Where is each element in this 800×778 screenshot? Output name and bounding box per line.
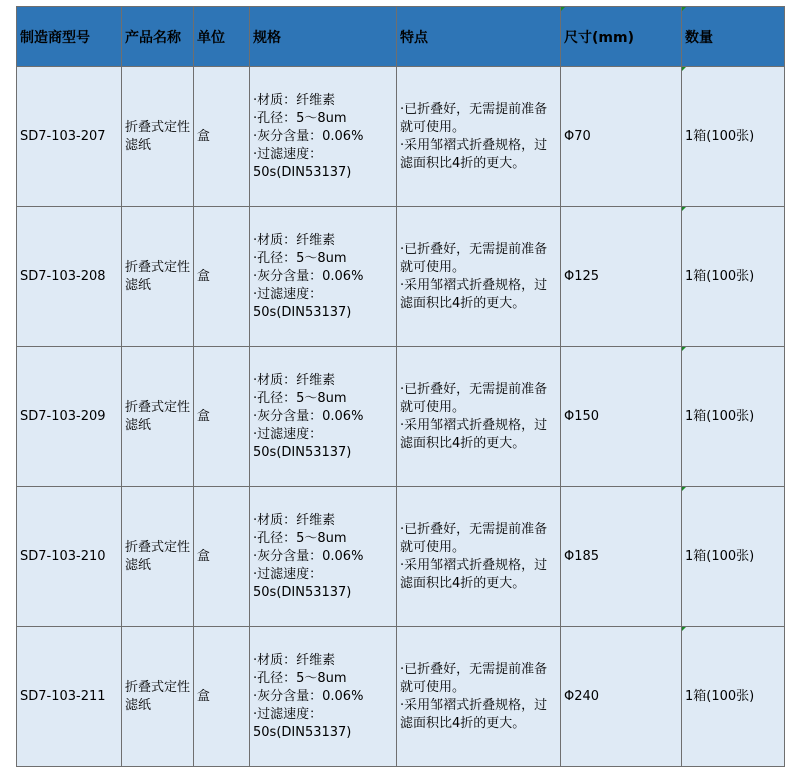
cell-features[interactable] <box>397 487 561 627</box>
table-body <box>17 67 785 767</box>
feature-line: ·已折叠好，无需提前准备就可使用。 <box>400 661 548 695</box>
cell-spec[interactable] <box>250 627 397 767</box>
cell-quantity[interactable]: 1箱(100张) <box>682 487 785 627</box>
spec-line: ·灰分含量：0.06% <box>253 128 364 144</box>
spec-line: 50s(DIN53137) <box>253 584 352 600</box>
spec-line: ·过滤速度： <box>253 426 323 442</box>
cell-quantity[interactable]: 1箱(100张) <box>682 347 785 487</box>
feature-line: ·已折叠好，无需提前准备就可使用。 <box>400 521 548 555</box>
cell-marker-icon <box>682 7 686 11</box>
spec-line: ·材质：纤维素 <box>253 232 336 248</box>
spec-line: 50s(DIN53137) <box>253 724 352 740</box>
cell-unit[interactable]: 盒 <box>194 347 250 487</box>
cell-product-name[interactable]: 折叠式定性滤纸 <box>122 207 194 347</box>
feature-line: ·已折叠好，无需提前准备就可使用。 <box>400 101 548 135</box>
cell-unit[interactable]: 盒 <box>194 627 250 767</box>
header-features[interactable]: 特点 <box>397 7 561 67</box>
spec-line: ·材质：纤维素 <box>253 652 336 668</box>
feature-line: ·已折叠好，无需提前准备就可使用。 <box>400 381 548 415</box>
cell-model[interactable]: SD7-103-207 <box>17 67 122 207</box>
cell-size[interactable]: Φ70 <box>561 67 682 207</box>
cell-product-name[interactable]: 折叠式定性滤纸 <box>122 347 194 487</box>
header-quantity[interactable]: 数量 <box>682 7 785 67</box>
cell-model[interactable]: SD7-103-208 <box>17 207 122 347</box>
cell-size[interactable]: Φ240 <box>561 627 682 767</box>
spec-line: ·灰分含量：0.06% <box>253 268 364 284</box>
spec-line: ·孔径：5～8um <box>253 110 347 126</box>
cell-spec[interactable] <box>250 207 397 347</box>
cell-model[interactable]: SD7-103-209 <box>17 347 122 487</box>
spec-line: ·过滤速度： <box>253 566 323 582</box>
cell-product-name[interactable]: 折叠式定性滤纸 <box>122 487 194 627</box>
cell-features[interactable] <box>397 347 561 487</box>
spec-line: 50s(DIN53137) <box>253 304 352 320</box>
spec-line: ·材质：纤维素 <box>253 512 336 528</box>
cell-quantity[interactable]: 1箱(100张) <box>682 627 785 767</box>
cell-model[interactable]: SD7-103-210 <box>17 487 122 627</box>
feature-line: ·采用邹褶式折叠规格，过滤面积比4折的更大。 <box>400 697 548 731</box>
spec-line: ·灰分含量：0.06% <box>253 408 364 424</box>
cell-marker-icon <box>682 207 686 211</box>
table-row <box>17 347 785 487</box>
spec-line: ·过滤速度： <box>253 146 323 162</box>
header-size[interactable]: 尺寸(mm) <box>561 7 682 67</box>
feature-line: ·已折叠好，无需提前准备就可使用。 <box>400 241 548 275</box>
cell-marker-icon <box>682 67 686 71</box>
table-row <box>17 627 785 767</box>
feature-line: ·采用邹褶式折叠规格，过滤面积比4折的更大。 <box>400 277 548 311</box>
spec-line: ·灰分含量：0.06% <box>253 688 364 704</box>
spec-line: ·孔径：5～8um <box>253 250 347 266</box>
cell-marker-icon <box>561 7 565 11</box>
spec-line: ·材质：纤维素 <box>253 372 336 388</box>
spec-line: 50s(DIN53137) <box>253 164 352 180</box>
cell-marker-icon <box>682 347 686 351</box>
product-table <box>16 6 785 767</box>
spec-line: ·过滤速度： <box>253 706 323 722</box>
header-model[interactable]: 制造商型号 <box>17 7 122 67</box>
spec-line: ·孔径：5～8um <box>253 530 347 546</box>
spec-line: ·过滤速度： <box>253 286 323 302</box>
spec-line: 50s(DIN53137) <box>253 444 352 460</box>
table-row <box>17 487 785 627</box>
cell-product-name[interactable]: 折叠式定性滤纸 <box>122 67 194 207</box>
header-spec[interactable]: 规格 <box>250 7 397 67</box>
cell-marker-icon <box>682 627 686 631</box>
header-unit[interactable]: 单位 <box>194 7 250 67</box>
cell-features[interactable] <box>397 207 561 347</box>
cell-marker-icon <box>682 487 686 491</box>
table-row <box>17 67 785 207</box>
cell-spec[interactable] <box>250 67 397 207</box>
spec-line: ·孔径：5～8um <box>253 670 347 686</box>
header-product-name[interactable]: 产品名称 <box>122 7 194 67</box>
spec-line: ·灰分含量：0.06% <box>253 548 364 564</box>
cell-spec[interactable] <box>250 487 397 627</box>
cell-model[interactable]: SD7-103-211 <box>17 627 122 767</box>
feature-line: ·采用邹褶式折叠规格，过滤面积比4折的更大。 <box>400 137 548 171</box>
cell-product-name[interactable]: 折叠式定性滤纸 <box>122 627 194 767</box>
cell-unit[interactable]: 盒 <box>194 207 250 347</box>
cell-size[interactable]: Φ125 <box>561 207 682 347</box>
table-row <box>17 207 785 347</box>
cell-features[interactable] <box>397 627 561 767</box>
cell-quantity[interactable]: 1箱(100张) <box>682 67 785 207</box>
feature-line: ·采用邹褶式折叠规格，过滤面积比4折的更大。 <box>400 417 548 451</box>
table-header <box>17 7 785 67</box>
feature-line: ·采用邹褶式折叠规格，过滤面积比4折的更大。 <box>400 557 548 591</box>
spec-line: ·孔径：5～8um <box>253 390 347 406</box>
cell-unit[interactable]: 盒 <box>194 487 250 627</box>
cell-features[interactable] <box>397 67 561 207</box>
spec-line: ·材质：纤维素 <box>253 92 336 108</box>
cell-spec[interactable] <box>250 347 397 487</box>
cell-size[interactable]: Φ150 <box>561 347 682 487</box>
cell-unit[interactable]: 盒 <box>194 67 250 207</box>
cell-size[interactable]: Φ185 <box>561 487 682 627</box>
header-row <box>17 7 785 67</box>
cell-quantity[interactable]: 1箱(100张) <box>682 207 785 347</box>
